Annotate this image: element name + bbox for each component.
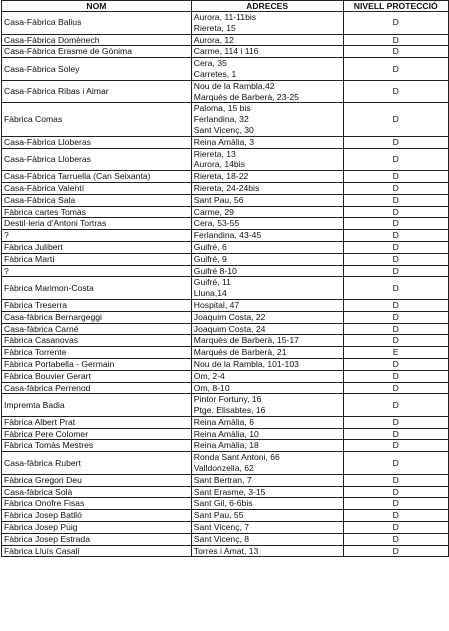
cell-adreces [191, 230, 343, 242]
cell-nivell: D [343, 12, 449, 35]
address-line: Riereta, 18-22 [193, 171, 249, 182]
cell-nom: Fàbrica Tomàs Mestres [2, 440, 192, 452]
address-line: Sant Vicenç, 8 [193, 533, 250, 544]
cell-adreces [191, 103, 343, 136]
cell-adreces [191, 311, 343, 323]
cell-nom: Casa-Fàbrica Domènech [2, 34, 192, 46]
address-line: Valldonzella, 62 [193, 463, 254, 474]
cell-adreces [191, 428, 343, 440]
cell-adreces [191, 474, 343, 486]
header-row [2, 1, 449, 12]
address-line: Sant Bertran, 7 [193, 474, 252, 485]
cell-nivell: D [343, 533, 449, 545]
cell-adreces [191, 80, 343, 103]
table-row [2, 335, 449, 347]
cell-adreces [191, 440, 343, 452]
cell-adreces [191, 58, 343, 81]
cell-nivell: D [343, 299, 449, 311]
address-line: Marquès de Barberà, 21 [193, 347, 287, 358]
address-line: Cera, 35 [193, 58, 227, 69]
table-row [2, 277, 449, 300]
cell-adreces [191, 347, 343, 359]
cell-nom: Fàbrica Martí [2, 253, 192, 265]
address-line: Paloma, 15 bis [193, 103, 251, 114]
table-row [2, 182, 449, 194]
cell-adreces [191, 171, 343, 183]
cell-nom: Casa-Fàbrica Soley [2, 58, 192, 81]
address-line: Pintor Fortuny, 16 [193, 394, 262, 405]
cell-adreces [191, 136, 343, 148]
cell-nivell: D [343, 394, 449, 417]
table-row [2, 206, 449, 218]
cell-nom: Fàbrica Josep Estrada [2, 533, 192, 545]
cell-nivell: D [343, 265, 449, 277]
address-line: Torres i Amat, 13 [193, 545, 259, 556]
column-header-nom: NOM [2, 1, 192, 12]
table-row [2, 323, 449, 335]
cell-nivell: D [343, 545, 449, 557]
cell-nom: Impremta Badia [2, 394, 192, 417]
cell-nom: Fàbrica Gregori Deu [2, 474, 192, 486]
address-line: Reina Amàlia, 18 [193, 440, 259, 451]
cell-nom: Fàbrica Onofre Fisas [2, 498, 192, 510]
cell-nom: Fàbrica Josep Puig [2, 522, 192, 534]
table-row [2, 533, 449, 545]
cell-nivell: D [343, 416, 449, 428]
table-row [2, 510, 449, 522]
address-line: Guifré, 9 [193, 253, 227, 264]
table-row [2, 474, 449, 486]
cell-nivell: D [343, 311, 449, 323]
table-row [2, 394, 449, 417]
cell-nivell: D [343, 370, 449, 382]
table-row [2, 428, 449, 440]
table-body [2, 12, 449, 557]
cell-nom: Fàbrica Casanovas [2, 335, 192, 347]
address-line: Lluna,14 [193, 288, 227, 299]
cell-nivell: D [343, 194, 449, 206]
cell-nom: Casa-Fàbrica Lloberas [2, 148, 192, 171]
table-row [2, 218, 449, 230]
address-line: Joaquim Costa, 24 [193, 323, 266, 334]
cell-nivell: D [343, 358, 449, 370]
column-header-nivell: NIVELL PROTECCIÓ [343, 1, 449, 12]
address-line: Marquès de Barberà, 23-25 [193, 91, 299, 102]
cell-nom: Casa-Fàbrica Erasme de Gònima [2, 46, 192, 58]
table-row [2, 370, 449, 382]
cell-nivell: D [343, 335, 449, 347]
cell-nom: Fàbrica Portabella - Germain [2, 358, 192, 370]
table-row [2, 486, 449, 498]
cell-nivell: D [343, 452, 449, 475]
address-line: Ferlandina, 43-45 [193, 230, 262, 241]
cell-nom: Fàbrica Lluís Casali [2, 545, 192, 557]
table-row [2, 230, 449, 242]
cell-nivell: D [343, 253, 449, 265]
cell-nivell: D [343, 46, 449, 58]
cell-nom: Fàbrica Comas [2, 103, 192, 136]
cell-adreces [191, 46, 343, 58]
address-line: Aurora, 12 [193, 34, 234, 45]
cell-nivell: D [343, 323, 449, 335]
cell-adreces [191, 299, 343, 311]
cell-nom: Fàbrica Julibert [2, 241, 192, 253]
address-line: Sant Gil, 6-6bis [193, 498, 253, 509]
cell-nivell: D [343, 241, 449, 253]
cell-nom: Fàbrica Albert Prat [2, 416, 192, 428]
address-line: Cera, 53-55 [193, 218, 240, 229]
cell-nom: Casa-fàbrica Perrenod [2, 382, 192, 394]
cell-nivell: D [343, 218, 449, 230]
cell-nom: Casa-Fàbrica Balius [2, 12, 192, 35]
address-line: Sant Pau, 55 [193, 510, 244, 521]
cell-nivell: D [343, 498, 449, 510]
cell-adreces [191, 510, 343, 522]
cell-nom: Casa-Fàbrica Sala [2, 194, 192, 206]
address-line: Guifré, 11 [193, 277, 231, 288]
address-line: Hospital, 47 [193, 299, 240, 310]
table-row [2, 452, 449, 475]
cell-nivell: D [343, 522, 449, 534]
table-row [2, 80, 449, 103]
cell-nivell: D [343, 58, 449, 81]
cell-nom: Destil·leria d'Antoni Tortras [2, 218, 192, 230]
cell-adreces [191, 34, 343, 46]
table-row [2, 136, 449, 148]
address-line: Aurora, 14bis [193, 159, 245, 170]
table-row [2, 34, 449, 46]
cell-nom: Casa-fàbrica Solà [2, 486, 192, 498]
address-line: Sant Erasme, 3-15 [193, 486, 266, 497]
address-line: Carretes, 1 [193, 68, 237, 79]
cell-nom: Fàbrica Pere Colomer [2, 428, 192, 440]
table-row [2, 46, 449, 58]
table-row [2, 311, 449, 323]
cell-nivell: D [343, 182, 449, 194]
heritage-table [1, 0, 449, 557]
address-line: Ferlandina, 32 [193, 114, 249, 125]
address-line: Guifré, 6 [193, 241, 227, 252]
table-row [2, 416, 449, 428]
table-row [2, 440, 449, 452]
cell-nom: Casa-fàbrica Carné [2, 323, 192, 335]
cell-nivell: D [343, 171, 449, 183]
address-line: Riereta, 24-24bis [193, 182, 260, 193]
cell-adreces [191, 416, 343, 428]
cell-nom: Fàbrica Josep Batlló [2, 510, 192, 522]
cell-nivell: D [343, 510, 449, 522]
table-row [2, 545, 449, 557]
cell-nivell: E [343, 347, 449, 359]
address-line: Reina Amàlia, 6 [193, 416, 254, 427]
table-row [2, 299, 449, 311]
cell-adreces [191, 12, 343, 35]
address-line: Ptge. Elisabtes, 16 [193, 405, 266, 416]
cell-nom: Fàbrica Bouvier Gerart [2, 370, 192, 382]
address-line: Aurora, 11-11bis [193, 12, 257, 22]
cell-nom: Casa-Fàbrica Ribas i Aimar [2, 80, 192, 103]
cell-nivell: D [343, 277, 449, 300]
table-row [2, 194, 449, 206]
cell-nivell: D [343, 440, 449, 452]
cell-adreces [191, 218, 343, 230]
cell-nivell: D [343, 34, 449, 46]
cell-nivell: D [343, 230, 449, 242]
cell-adreces [191, 533, 343, 545]
cell-adreces [191, 358, 343, 370]
cell-adreces [191, 323, 343, 335]
cell-nivell: D [343, 80, 449, 103]
cell-nom: ? [2, 230, 192, 242]
cell-adreces [191, 253, 343, 265]
table-row [2, 347, 449, 359]
cell-adreces [191, 194, 343, 206]
cell-adreces [191, 370, 343, 382]
address-line: Carme, 29 [193, 206, 234, 217]
cell-nom: Casa-Fàbrica Valentí [2, 182, 192, 194]
cell-adreces [191, 182, 343, 194]
table-row [2, 171, 449, 183]
address-line: Reina Amàlia, 10 [193, 428, 259, 439]
table-row [2, 148, 449, 171]
cell-nivell: D [343, 382, 449, 394]
cell-adreces [191, 452, 343, 475]
cell-adreces [191, 148, 343, 171]
table-row [2, 241, 449, 253]
cell-nom: Fàbrica cartes Tomàs [2, 206, 192, 218]
cell-nom: Casa-fàbrica Rubert [2, 452, 192, 475]
address-line: Riereta, 13 [193, 148, 236, 159]
cell-adreces [191, 382, 343, 394]
table-row [2, 265, 449, 277]
cell-adreces [191, 241, 343, 253]
cell-nivell: D [343, 148, 449, 171]
address-line: Riereta, 15 [193, 22, 236, 33]
address-line: Om, 8-10 [193, 382, 230, 393]
table-row [2, 382, 449, 394]
table-row [2, 358, 449, 370]
address-line: Nou de la Rambla, 101-103 [193, 358, 299, 369]
address-line: Om, 2-4 [193, 370, 225, 381]
cell-nom: ? [2, 265, 192, 277]
cell-adreces [191, 545, 343, 557]
address-line: Carme, 114 i 116 [193, 46, 259, 57]
table-row [2, 58, 449, 81]
cell-adreces [191, 277, 343, 300]
address-line: Ronda Sant Antoni, 66 [193, 452, 280, 463]
address-line: Marquès de Barberà, 15-17 [193, 335, 299, 346]
cell-adreces [191, 206, 343, 218]
cell-nivell: D [343, 103, 449, 136]
column-header-adreces: ADRECES [191, 1, 343, 12]
cell-nom: Casa-Fàbrica Lloberas [2, 136, 192, 148]
address-line: Sant Vicenç, 7 [193, 522, 250, 533]
table-row [2, 12, 449, 35]
cell-nivell: D [343, 428, 449, 440]
cell-nivell: D [343, 206, 449, 218]
table-row [2, 103, 449, 136]
cell-nom: Fàbrica Treserra [2, 299, 192, 311]
cell-nivell: D [343, 486, 449, 498]
address-line: Nou de la Rambla,42 [193, 80, 275, 91]
table-row [2, 253, 449, 265]
address-line: Sant Pau, 56 [193, 194, 244, 205]
cell-nom: Casa-fàbrica Bernargeggi [2, 311, 192, 323]
cell-adreces [191, 522, 343, 534]
cell-nivell: D [343, 474, 449, 486]
cell-nivell: D [343, 136, 449, 148]
address-line: Joaquim Costa, 22 [193, 311, 266, 322]
cell-adreces [191, 498, 343, 510]
address-line: Guifré 8-10 [193, 265, 237, 276]
cell-adreces [191, 265, 343, 277]
cell-adreces [191, 486, 343, 498]
cell-nom: Fàbrica Marimon-Costa [2, 277, 192, 300]
cell-adreces [191, 394, 343, 417]
table-row [2, 522, 449, 534]
cell-adreces [191, 335, 343, 347]
address-line: Reina Amàlia, 3 [193, 136, 254, 147]
address-line: Sant Vicenç, 30 [193, 124, 254, 135]
table-row [2, 498, 449, 510]
cell-nom: Casa-Fàbrica Tarruella (Can Seixanta) [2, 171, 192, 183]
cell-nom: Fàbrica Torrente [2, 347, 192, 359]
